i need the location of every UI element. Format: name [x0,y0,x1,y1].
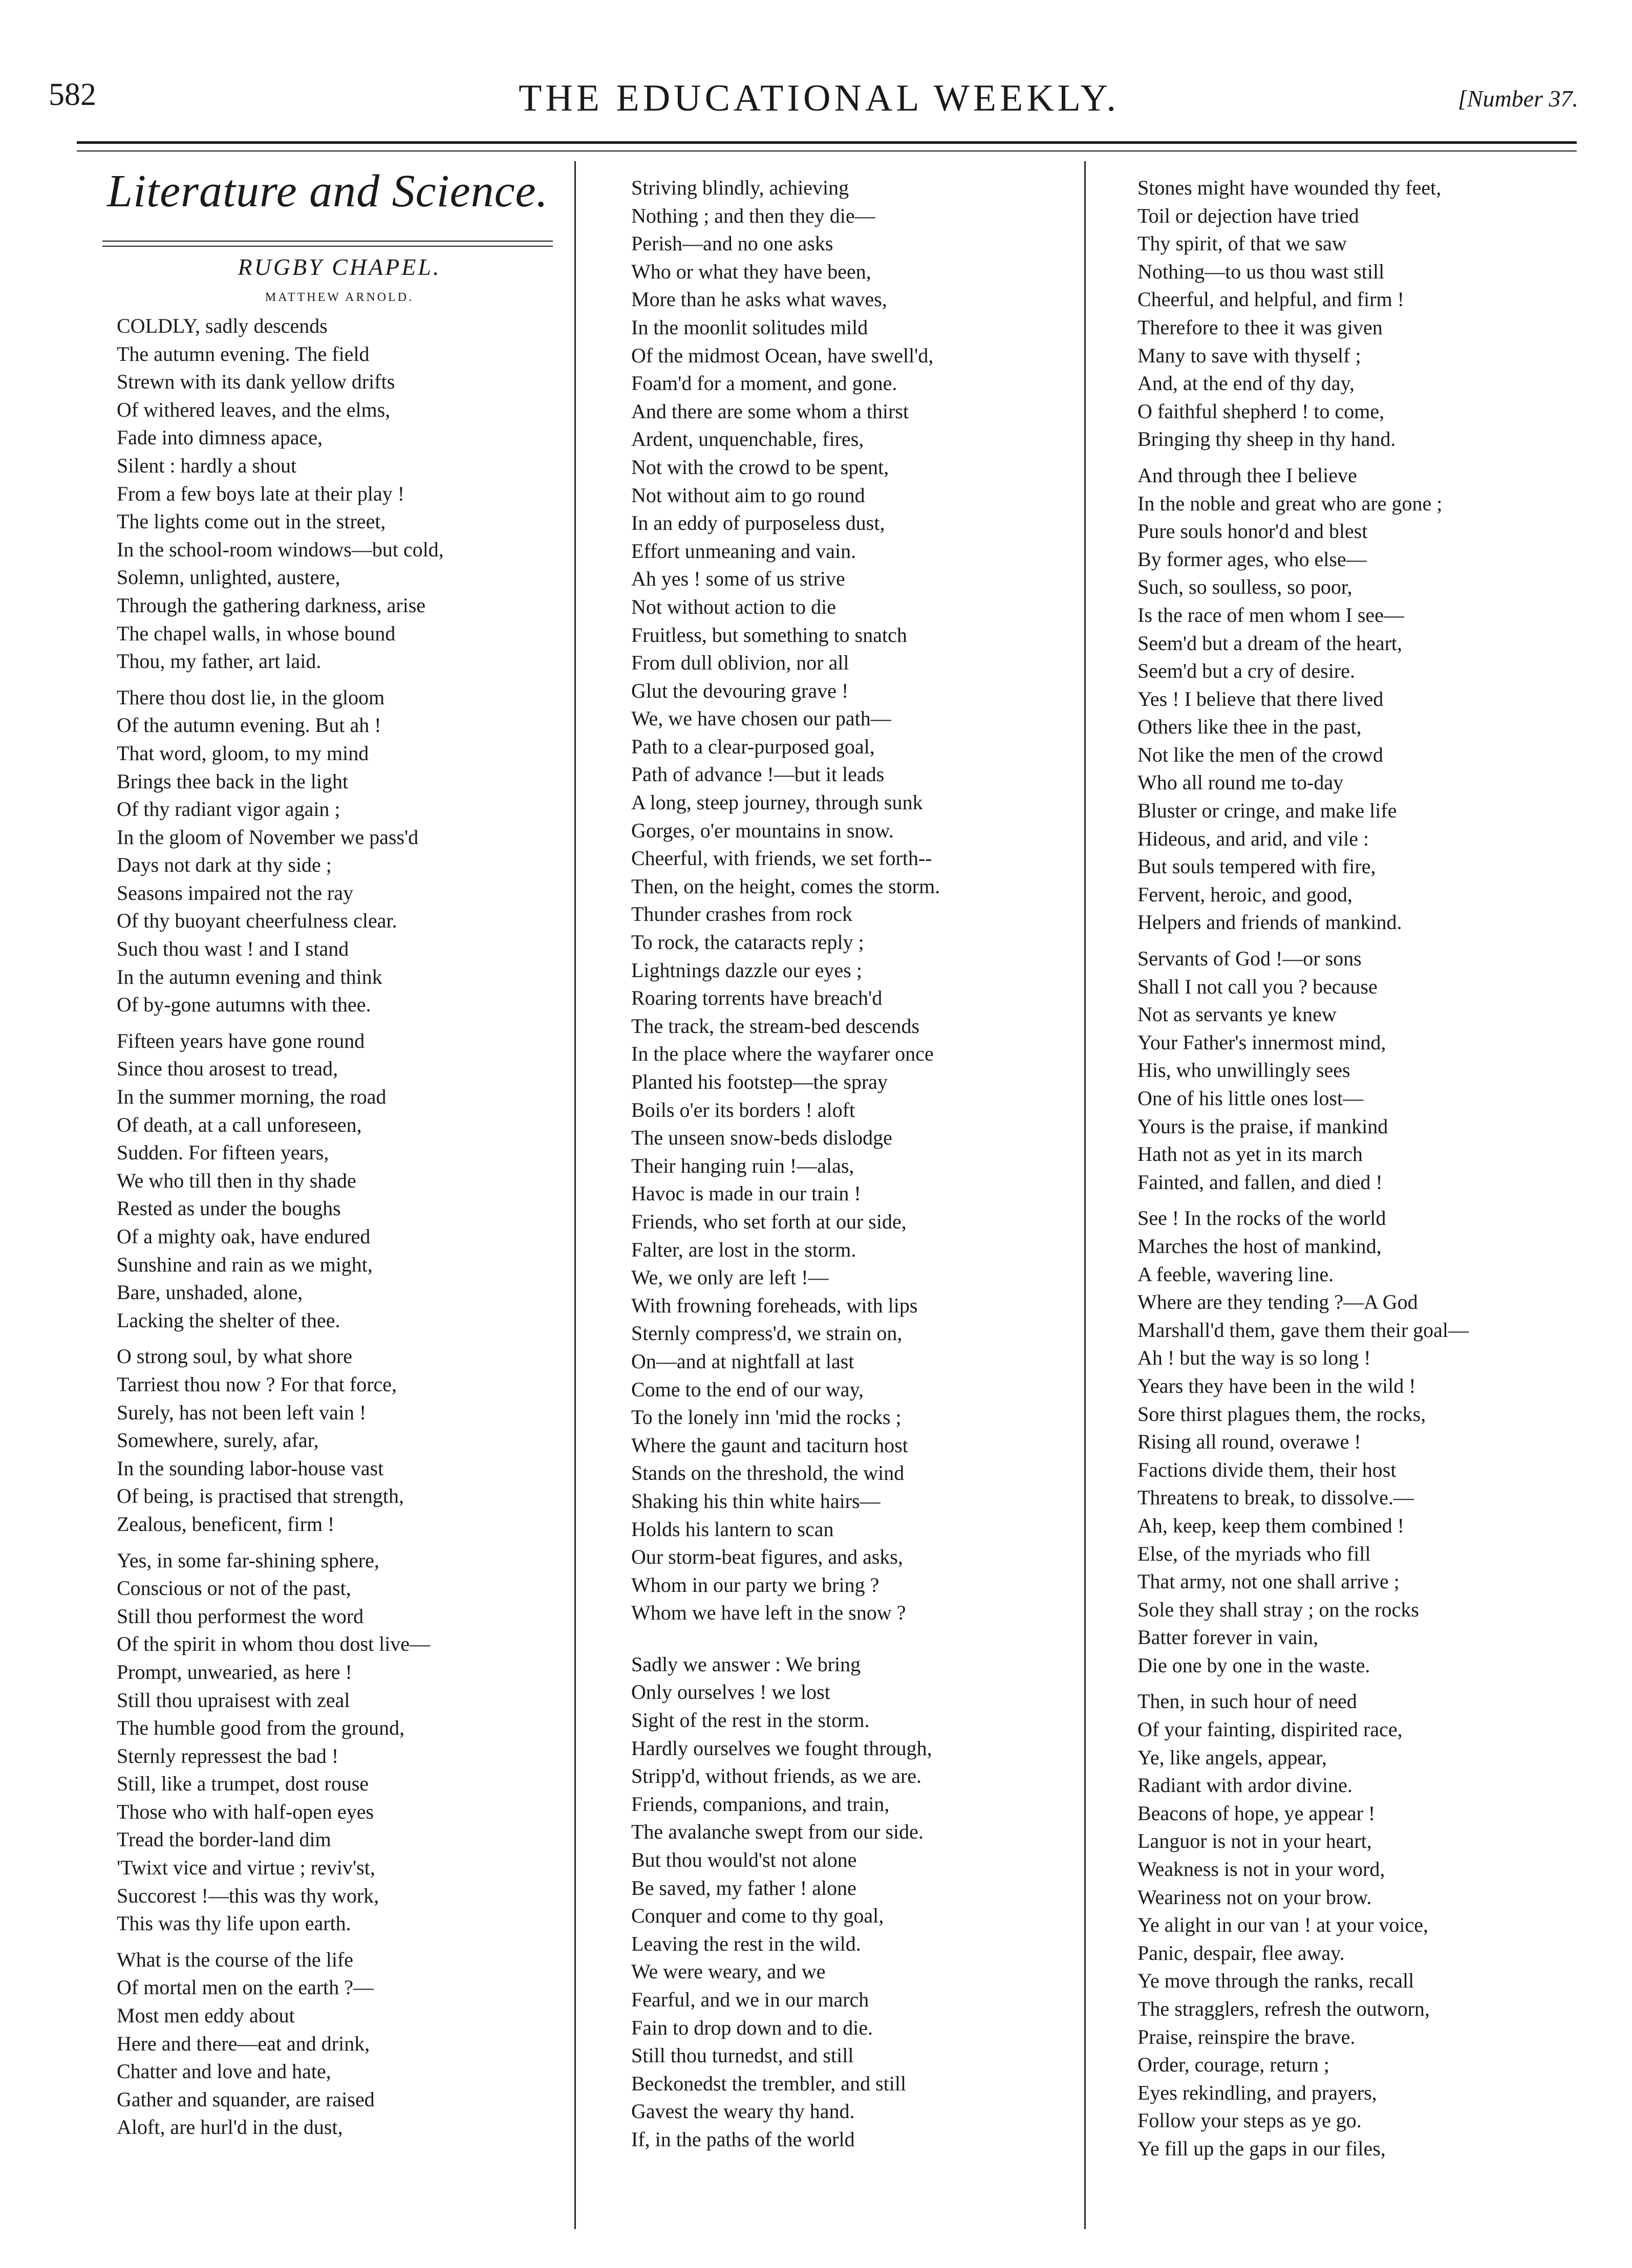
poem-line: Effort unmeaning and vain. [631,539,856,563]
poem-line: Cheerful, with friends, we set forth-- [631,847,932,870]
poem-line: The chapel walls, in whose bound [117,621,396,645]
poem-line: Weakness is not in your word, [1137,1857,1385,1881]
poem-line: Of thy buoyant cheerfulness clear. [117,909,397,933]
poem-line: Brings thee back in the light [117,769,349,793]
poem-line: Yes, in some far-shining sphere, [117,1548,379,1572]
poem-line: Gather and squander, are raised [117,2087,375,2111]
poem-line: Seem'd but a cry of desire. [1137,659,1355,683]
poem-line: Holds his lantern to scan [631,1517,834,1541]
poem-line: Factions divide them, their host [1137,1458,1397,1481]
poem-line: That army, not one shall arrive ; [1137,1570,1400,1593]
stanza [117,1343,562,1538]
poem-line: Who all round me to-day [1137,771,1344,794]
poem-line: Bare, unshaded, alone, [117,1281,303,1304]
poem-line: Beacons of hope, ye appear ! [1137,1801,1376,1825]
poem-line: The unseen snow-beds dislodge [631,1126,892,1150]
poem-line: Friends, who set forth at our side, [631,1209,907,1233]
poem-line: Of mortal men on the earth ?— [117,1976,374,1999]
poem-line: Only ourselves ! we lost [631,1680,830,1704]
poem-line: In the gloom of November we pass'd [117,825,419,849]
poem-line: Still thou performest the word [117,1604,364,1628]
poem-line: But souls tempered with fire, [1137,855,1376,878]
poem-title: RUGBY CHAPEL. [238,254,441,280]
column-divider-1 [574,161,576,2229]
poem-line: Fifteen years have gone round [117,1029,365,1052]
poem-line: His, who unwillingly sees [1137,1059,1350,1082]
poem-line: Fade into dimness apace, [117,426,323,449]
poem-line: Fervent, heroic, and good, [1137,882,1352,906]
poem-line: And there are some whom a thirst [631,399,909,423]
poem-line: Falter, are lost in the storm. [631,1238,856,1261]
poem-line: Stones might have wounded thy feet, [1137,176,1442,199]
poem-line: Path of advance !—but it leads [631,763,885,786]
poem-line: O faithful shepherd ! to come, [1137,399,1385,423]
poem-line: Succorest !—this was thy work, [117,1884,379,1907]
poem-line: The stragglers, refresh the outworn, [1137,1997,1430,2020]
poem-line: COLDLY, sadly descends [117,314,328,337]
poem-line: Those who with half-open eyes [117,1800,374,1823]
poem-line: Shall I not call you ? because [1137,975,1378,998]
poem-line: Boils o'er its borders ! aloft [631,1098,855,1121]
poem-line: Radiant with ardor divine. [1137,1774,1352,1797]
poem-line: Where the gaunt and taciturn host [631,1433,908,1457]
text-column-3 [1137,174,1588,2171]
poem-line: Tread the border-land dim [117,1828,331,1851]
poem-line: Follow your steps as ye go. [1137,2109,1362,2132]
masthead-title: THE EDUCATIONAL WEEKLY. [519,77,1120,119]
column-divider-2 [1084,161,1086,2229]
poem-line: Nothing—to us thou wast still [1137,260,1385,283]
stanza [1137,462,1588,937]
poem-line: Sunshine and rain as we might, [117,1252,373,1276]
poem-line: Not without aim to go round [631,483,865,507]
poem-line: Stands on the threshold, the wind [631,1461,905,1485]
poem-line: Pure souls honor'd and blest [1137,520,1368,543]
poem-line: The avalanche swept from our side. [631,1820,924,1844]
poem-line: Fruitless, but something to snatch [631,623,907,646]
poem-line: Striving blindly, achieving [631,176,849,199]
poem-line: Fearful, and we in our march [631,1988,869,2011]
poem-line: Planted his footstep—the spray [631,1070,888,1093]
poem-line: Rising all round, overawe ! [1137,1430,1361,1454]
poem-line: Gavest the weary thy hand. [631,2100,855,2123]
poem-line: Helpers and friends of mankind. [1137,911,1402,934]
poem-line: Others like thee in the past, [1137,715,1362,739]
poem-line: Hideous, and arid, and vile : [1137,827,1369,850]
poem-line: Of a mighty oak, have endured [117,1225,371,1248]
poem-line: The track, the stream-bed descends [631,1014,920,1038]
poem-line: In the summer morning, the road [117,1085,386,1109]
poem-line: Servants of God !—or sons [1137,947,1362,970]
poem-line: Still thou turnedst, and still [631,2044,854,2067]
poem-line: Thy spirit, of that we saw [1137,232,1347,255]
poem-line: Most men eddy about [117,2004,295,2027]
poem-line: Lightnings dazzle our eyes ; [631,958,862,982]
poem-line: The humble good from the ground, [117,1716,405,1740]
poem-line: Therefore to thee it was given [1137,315,1383,339]
poem-line: Marches the host of mankind, [1137,1234,1382,1258]
poem-line: Thou, my father, art laid. [117,650,321,673]
poem-line: Solemn, unlighted, austere, [117,566,340,589]
poem-line: Of being, is practised that strength, [117,1484,404,1508]
poem-line: Threatens to break, to dissolve.— [1137,1486,1414,1509]
text-column-2 [631,174,1077,2162]
poem-line: Many to save with thyself ; [1137,343,1361,367]
poem-line: But thou would'st not alone [631,1848,857,1872]
poem-line: Whom we have left in the snow ? [631,1601,906,1625]
poem-line: Not without action to die [631,595,836,618]
poem-line: 'Twixt vice and virtue ; reviv'st, [117,1856,375,1880]
poem-line: Surely, has not been left vain ! [117,1400,367,1424]
poem-line: That word, gloom, to my mind [117,741,369,765]
poem-line: Days not dark at thy side ; [117,853,332,877]
poem-line: Still thou upraisest with zeal [117,1688,350,1712]
poem-line: Of the spirit in whom thou dost live— [117,1632,431,1656]
poem-line: Be saved, my father ! alone [631,1876,856,1899]
poem-line: Conquer and come to thy goal, [631,1904,884,1928]
stanza [117,684,562,1019]
poem-line: Yes ! I believe that there lived [1137,687,1384,710]
poem-author: MATTHEW ARNOLD. [265,291,414,304]
poem-line: Sternly compress'd, we strain on, [631,1322,903,1345]
poem-line: Prompt, unwearied, as here ! [117,1660,352,1683]
poem-line: Silent : hardly a shout [117,453,297,477]
poem-line: Eyes rekindling, and prayers, [1137,2081,1377,2104]
poem-line: Stripp'd, without friends, as we are. [631,1764,922,1788]
stanza [1137,945,1588,1196]
poem-line: Sternly repressest the bad ! [117,1744,339,1767]
poem-line: Aloft, are hurl'd in the dust, [117,2115,343,2139]
poem-line: Sore thirst plagues them, the rocks, [1137,1402,1426,1425]
poem-line: In the school-room windows—but cold, [117,537,444,561]
page-number: 582 [49,77,96,112]
poem-line: Thunder crashes from rock [631,902,853,926]
stanza [117,1547,562,1938]
poem-line: Bluster or cringe, and make life [1137,799,1397,823]
section-rule-upper [102,241,553,242]
poem-line: Roaring torrents have breach'd [631,986,883,1010]
poem-line: Marshall'd them, gave them their goal— [1137,1318,1469,1342]
poem-line: Not with the crowd to be spent, [631,455,889,479]
poem-line: The lights come out in the street, [117,510,386,533]
poem-line: Friends, companions, and train, [631,1792,890,1816]
poem-line: Still, like a trumpet, dost rouse [117,1772,369,1796]
poem-line: Shaking his thin white hairs— [631,1489,881,1513]
poem-line: In the sounding labor-house vast [117,1456,384,1480]
poem-line: Batter forever in vain, [1137,1626,1319,1649]
poem-line: Here and there—eat and drink, [117,2032,370,2055]
poem-line: Nothing ; and then they die— [631,204,875,227]
poem-line: Ye alight in our van ! at your voice, [1137,1913,1429,1937]
poem-line: From dull oblivion, nor all [631,651,849,675]
poem-line: Weariness not on your brow. [1137,1885,1372,1909]
poem-line: Years they have been in the wild ! [1137,1374,1416,1397]
poem-line: Ah, keep, keep them combined ! [1137,1514,1404,1537]
poem-line: Beckonedst the trembler, and still [631,2071,907,2095]
poem-line: Havoc is made in our train ! [631,1182,861,1205]
poem-line: Of withered leaves, and the elms, [117,398,391,421]
poem-line: Strewn with its dank yellow drifts [117,370,395,394]
poem-line: Is the race of men whom I see— [1137,603,1404,627]
poem-line: A long, steep journey, through sunk [631,791,923,814]
poem-line: Somewhere, surely, afar, [117,1429,319,1452]
poem-line: Path to a clear-purposed goal, [631,735,875,758]
poem-line: And through thee I believe [1137,463,1357,487]
poem-line: We were weary, and we [631,1960,826,1983]
poem-line: Of death, at a call unforeseen, [117,1113,362,1136]
poem-line: In the noble and great who are gone ; [1137,491,1443,515]
section-rule-lower [102,246,553,247]
poem-line: O strong soul, by what shore [117,1345,352,1368]
poem-line: Rested as under the boughs [117,1197,341,1220]
poem-line: Chatter and love and hate, [117,2060,331,2083]
poem-line: Ye fill up the gaps in our files, [1137,2136,1386,2160]
stanza [1137,174,1588,453]
poem-line: Seem'd but a dream of the heart, [1137,631,1403,655]
poem-line: Their hanging ruin !—alas, [631,1154,854,1177]
poem-line: Foam'd for a moment, and gone. [631,372,897,395]
poem-line: Of the midmost Ocean, have swell'd, [631,343,934,367]
header-rule-thick [77,141,1577,144]
poem-line: Whom in our party we bring ? [631,1573,879,1596]
poem-line: Toil or dejection have tried [1137,204,1359,227]
poem-line: Cheerful, and helpful, and firm ! [1137,288,1404,311]
poem-line: Languor is not in your heart, [1137,1829,1372,1853]
poem-line: Order, courage, return ; [1137,2053,1329,2077]
poem-line: From a few boys late at their play ! [117,482,405,505]
poem-line: Not like the men of the crowd [1137,743,1383,766]
poem-line: On—and at nightfall at last [631,1349,854,1373]
poem-line: In an eddy of purposeless dust, [631,511,885,535]
poem-line: Die one by one in the waste. [1137,1653,1370,1677]
poem-line: Then, on the height, comes the storm. [631,874,940,898]
poem-line: Come to the end of our way, [631,1377,864,1401]
poem-line: Then, in such hour of need [1137,1690,1357,1713]
poem-line: If, in the paths of the world [631,2127,855,2151]
poem-line: Hath not as yet in its march [1137,1142,1363,1166]
poem-line: What is the course of the life [117,1948,354,1971]
poem-line: Fain to drop down and to die. [631,2016,873,2039]
poem-line: Lacking the shelter of thee. [117,1308,340,1332]
stanza [117,312,562,676]
poem-line: This was thy life upon earth. [117,1912,351,1935]
poem-line: Your Father's innermost mind, [1137,1030,1386,1054]
poem-line: Seasons impaired not the ray [117,881,354,904]
poem-line: One of his little ones lost— [1137,1087,1364,1110]
poem-line: Ardent, unquenchable, fires, [631,427,864,451]
poem-line: Sadly we answer : We bring [631,1652,861,1676]
poem-line: In the place where the wayfarer once [631,1042,934,1066]
poem-line: Hardly ourselves we fought through, [631,1736,932,1760]
section-title: Literature and Science. [107,166,548,217]
poem-line: A feeble, wavering line. [1137,1262,1334,1286]
poem-line: Sudden. For fifteen years, [117,1141,329,1164]
poem-line: Ah ! but the way is so long ! [1137,1346,1371,1370]
poem-line: In the moonlit solitudes mild [631,315,868,339]
stanza [117,1027,562,1335]
stanza [117,1946,562,2142]
stanza [631,174,1077,1627]
poem-line: Of the autumn evening. But ah ! [117,714,381,737]
poem-line: Who or what they have been, [631,260,871,283]
poem-line: Ye, like angels, appear, [1137,1745,1327,1769]
poem-line: Of thy radiant vigor again ; [117,797,340,821]
poem-line: Bringing thy sheep in thy hand. [1137,427,1396,451]
poem-line: Fainted, and fallen, and died ! [1137,1170,1383,1194]
poem-line: With frowning foreheads, with lips [631,1293,918,1317]
poem-line: Gorges, o'er mountains in snow. [631,818,894,842]
poem-line: More than he asks what waves, [631,288,887,311]
poem-line: Since thou arosest to tread, [117,1057,338,1081]
poem-line: Through the gathering darkness, arise [117,593,426,617]
poem-line: Such, so soulless, so poor, [1137,575,1352,599]
poem-line: Tarriest thou now ? For that force, [117,1372,397,1396]
poem-line: Ye move through the ranks, recall [1137,1969,1414,1993]
poem-line: Glut the devouring grave ! [631,679,849,702]
poem-line: We who till then in thy shade [117,1169,356,1192]
poem-line: We, we only are left !— [631,1266,829,1289]
poem-line: Our storm-beat figures, and asks, [631,1545,903,1569]
poem-line: To the lonely inn 'mid the rocks ; [631,1406,901,1429]
poem-line: Of your fainting, dispirited race, [1137,1718,1403,1741]
text-column-1 [117,312,562,2150]
poem-line: To rock, the cataracts reply ; [631,931,864,954]
poem-line: In the autumn evening and think [117,965,382,988]
poem-line: The autumn evening. The field [117,342,370,365]
poem-line: Panic, despair, flee away. [1137,1941,1345,1964]
stanza [631,1651,1077,2154]
poem-line: Else, of the myriads who fill [1137,1542,1371,1565]
poem-line: By former ages, who else— [1137,547,1367,571]
poem-line: Sight of the rest in the storm. [631,1709,870,1732]
poem-line: Perish—and no one asks [631,232,833,255]
poem-line: Not as servants ye knew [1137,1003,1337,1026]
poem-line: We, we have chosen our path— [631,707,891,730]
poem-line: Zealous, beneficent, firm ! [117,1512,335,1536]
poem-line: Such thou wast ! and I stand [117,937,349,961]
poem-line: Praise, reinspire the brave. [1137,2025,1356,2048]
poem-line: Ah yes ! some of us strive [631,567,845,591]
poem-line: And, at the end of thy day, [1137,372,1355,395]
poem-line: Conscious or not of the past, [117,1576,351,1600]
poem-line: Where are they tending ?—A God [1137,1290,1418,1314]
stanza [1137,1688,1588,2163]
poem-line: Leaving the rest in the wild. [631,1932,861,1955]
stanza [1137,1204,1588,1679]
poem-line: Sole they shall stray ; on the rocks [1137,1597,1419,1621]
header-rule-thin [77,150,1577,152]
poem-line: Of by-gone autumns with thee. [117,993,371,1017]
issue-number: [Number 37. [1457,85,1578,112]
poem-line: See ! In the rocks of the world [1137,1206,1386,1230]
poem-line: Yours is the praise, if mankind [1137,1114,1388,1138]
poem-line: There thou dost lie, in the gloom [117,685,385,709]
